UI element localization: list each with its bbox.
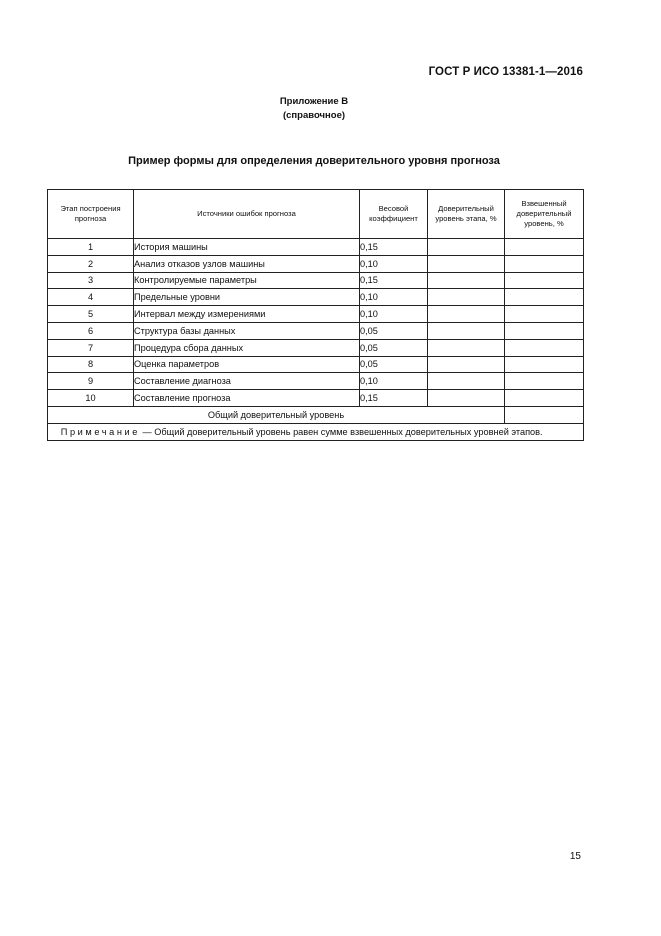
table-row [48,255,584,272]
error-source: История машины [134,239,360,256]
table-row [48,289,584,306]
weight-coefficient: 0,05 [360,322,428,339]
total-confidence-cell[interactable] [505,406,584,423]
annex-kind: (справочное) [282,110,346,121]
stage-number: 7 [48,339,134,356]
weight-coefficient: 0,15 [360,272,428,289]
weighted-confidence-cell[interactable] [505,339,584,356]
total-confidence-label: Общий доверительный уровень [48,406,505,423]
table-row [48,356,584,373]
stage-number: 6 [48,322,134,339]
weight-coefficient: 0,10 [360,289,428,306]
note-row [48,423,584,440]
stage-confidence-cell[interactable] [428,255,505,272]
error-source: Анализ отказов узлов машины [134,255,360,272]
stage-number: 5 [48,306,134,323]
stage-number: 10 [48,390,134,407]
weight-coefficient: 0,05 [360,356,428,373]
column-header-stage-confidence: Доверительный уровень этапа, % [428,190,505,239]
error-source: Процедура сбора данных [134,339,360,356]
stage-number: 3 [48,272,134,289]
weighted-confidence-cell[interactable] [505,356,584,373]
page-number: 15 [569,851,581,862]
table-header-row [48,190,584,239]
stage-number: 2 [48,255,134,272]
total-row [48,406,584,423]
error-source: Составление диагноза [134,373,360,390]
error-source: Оценка параметров [134,356,360,373]
stage-number: 8 [48,356,134,373]
note-text: — Общий доверительный уровень равен сумме взвешенных доверительных уровней этапов. [142,426,543,437]
error-source: Предельные уровни [134,289,360,306]
stage-confidence-cell[interactable] [428,289,505,306]
weighted-confidence-cell[interactable] [505,255,584,272]
weight-coefficient: 0,10 [360,306,428,323]
weight-coefficient: 0,15 [360,390,428,407]
stage-number: 1 [48,239,134,256]
column-header-stage: Этап построения прогноза [48,190,134,239]
stage-confidence-cell[interactable] [428,390,505,407]
stage-confidence-cell[interactable] [428,322,505,339]
weight-coefficient: 0,05 [360,339,428,356]
error-source: Структура базы данных [134,322,360,339]
annex-title: Приложение В [279,96,349,107]
stage-confidence-cell[interactable] [428,373,505,390]
weighted-confidence-cell[interactable] [505,390,584,407]
note-label: Примечание [60,426,140,437]
error-source: Составление прогноза [134,390,360,407]
column-header-source: Источники ошибок прогноза [134,190,360,239]
weight-coefficient: 0,10 [360,373,428,390]
table-row [48,239,584,256]
table-row [48,306,584,323]
table-note [48,423,584,440]
weight-coefficient: 0,15 [360,239,428,256]
weighted-confidence-cell[interactable] [505,373,584,390]
stage-confidence-cell[interactable] [428,306,505,323]
weighted-confidence-cell[interactable] [505,322,584,339]
column-header-weight: Весовой коэффициент [360,190,428,239]
table-row [48,339,584,356]
table-row [48,272,584,289]
weighted-confidence-cell[interactable] [505,272,584,289]
table-title: Пример формы для определения доверительного уровня прогноза [128,155,500,167]
stage-confidence-cell[interactable] [428,272,505,289]
weighted-confidence-cell[interactable] [505,239,584,256]
weight-coefficient: 0,10 [360,255,428,272]
error-source: Интервал между измерениями [134,306,360,323]
table-row [48,373,584,390]
annex-heading [0,95,628,123]
stage-number: 9 [48,373,134,390]
stage-confidence-cell[interactable] [428,339,505,356]
document-code: ГОСТ Р ИСО 13381-1—2016 [428,66,583,78]
stage-confidence-cell[interactable] [428,239,505,256]
weighted-confidence-cell[interactable] [505,289,584,306]
weighted-confidence-cell[interactable] [505,306,584,323]
confidence-form-table [47,189,584,441]
error-source: Контролируемые параметры [134,272,360,289]
stage-confidence-cell[interactable] [428,356,505,373]
stage-number: 4 [48,289,134,306]
table-row [48,322,584,339]
table-row [48,390,584,407]
column-header-weighted-confidence: Взвешенный доверительный уровень, % [505,190,584,239]
